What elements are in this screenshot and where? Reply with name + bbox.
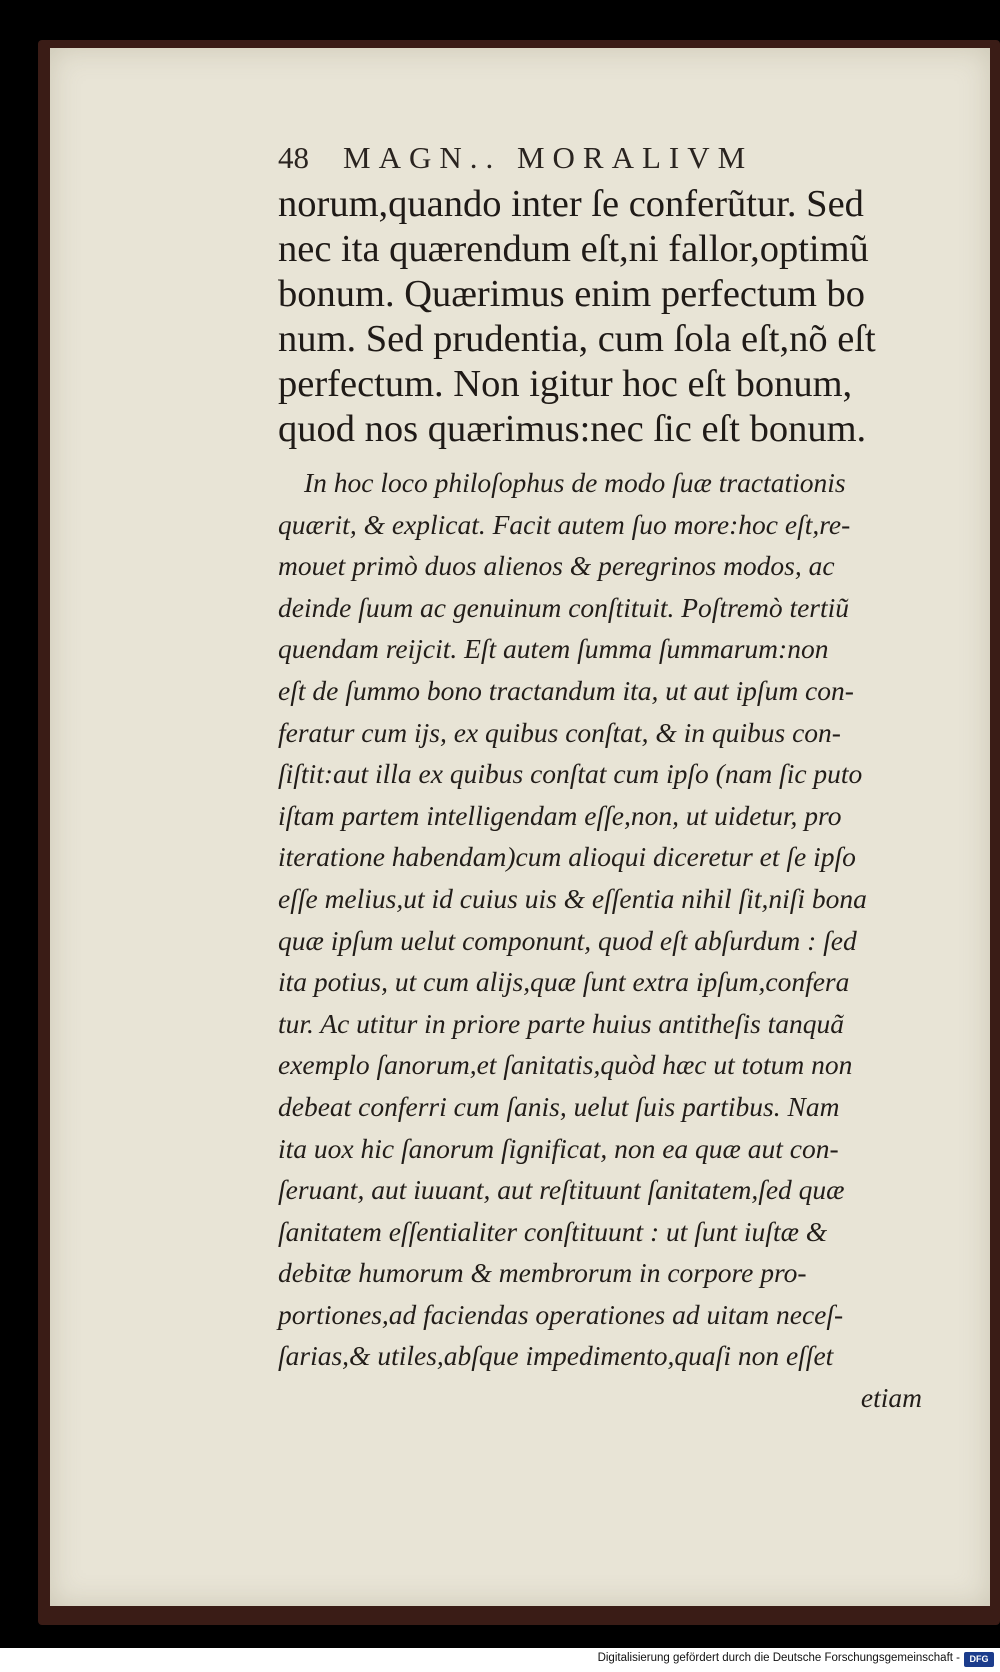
commentary-line: iteratione habendam)cum alioqui diceretur et ſe ipſo xyxy=(278,841,856,873)
footer-bar xyxy=(0,1648,1000,1672)
main-text-line: norum,quando inter ſe conferũtur. Sed xyxy=(278,183,864,225)
commentary-line: iſtam partem intelligendam eſſe,non, ut uidetur, pro xyxy=(278,799,842,831)
commentary-line: In hoc loco philoſophus de modo ſuæ tractationis xyxy=(304,467,846,498)
funding-credit: Digitalisierung gefördert durch die Deutsche Forschungsgemeinschaft - xyxy=(597,1652,960,1664)
main-text-line: bonum. Quærimus enim perfectum bo xyxy=(278,273,866,315)
catchword: etiam xyxy=(860,1382,922,1414)
commentary-line: ſeruant, aut iuuant, aut reſtituunt ſanitatem,ſed quæ xyxy=(278,1174,845,1206)
commentary-line: portiones,ad faciendas operationes ad uitam neceſ- xyxy=(278,1298,844,1330)
commentary-line: quendam reijcit. Eſt autem ſumma ſummarum:non xyxy=(278,633,829,665)
running-title: MAGN.. MORALIVM xyxy=(343,140,754,175)
commentary-line: mouet primò duos alienos & peregrinos modos, ac xyxy=(278,550,835,582)
commentary-line: debitæ humorum & membrorum in corpore pro- xyxy=(278,1257,807,1289)
commentary-line: quærit, & explicat. Facit autem ſuo more:hoc eſt,re- xyxy=(278,508,851,540)
commentary-line: deinde ſuum ac genuinum conſtituit. Poſtremò tertiũ xyxy=(278,591,850,623)
commentary-line: quæ ipſum uelut componunt, quod eſt abſurdum : ſed xyxy=(278,924,857,956)
commentary-line: feratur cum ijs, ex quibus conſtat, & in quibus con- xyxy=(278,716,841,748)
commentary-line: ſiſtit:aut illa ex quibus conſtat cum ipſo (nam ſic puto xyxy=(278,758,863,790)
commentary-line: ſarias,& utiles,abſque impedimento,quaſi non eſſet xyxy=(278,1340,834,1372)
commentary-line: debeat conferri cum ſanis, uelut ſuis partibus. Nam xyxy=(278,1090,840,1122)
page-number: 48 xyxy=(278,140,309,175)
commentary-block xyxy=(278,462,942,1419)
main-text-line: perfectum. Non igitur hoc eſt bonum, xyxy=(278,363,853,405)
commentary-line: eſſe melius,ut id cuius uis & eſſentia nihil ſit,niſi bona xyxy=(278,882,867,914)
commentary-line: eſt de ſummo bono tractandum ita, ut aut ipſum con- xyxy=(278,674,854,706)
commentary-line: ſanitatem eſſentialiter conſtituunt : ut ſunt iuſtæ & xyxy=(278,1215,828,1247)
commentary-line: tur. Ac utitur in priore parte huius antitheſis tanquã xyxy=(278,1007,845,1039)
main-text-line: quod nos quærimus:nec ſic eſt bonum. xyxy=(278,408,867,450)
main-text-line: nec ita quærendum eſt,ni fallor,optimũ xyxy=(278,228,869,270)
dfg-logo-icon: DFG xyxy=(964,1652,994,1667)
main-text-block xyxy=(278,182,942,452)
commentary-line: ita uox hic ſanorum ſignificat, non ea quæ aut con- xyxy=(278,1132,839,1164)
running-head xyxy=(278,140,878,182)
commentary-line: ita potius, ut cum alijs,quæ ſunt extra ipſum,confera xyxy=(278,966,850,998)
main-text-line: num. Sed prudentia, cum ſola eſt,nõ eſt xyxy=(278,318,876,360)
commentary-line: exemplo ſanorum,et ſanitatis,quòd hæc ut totum non xyxy=(278,1049,853,1081)
